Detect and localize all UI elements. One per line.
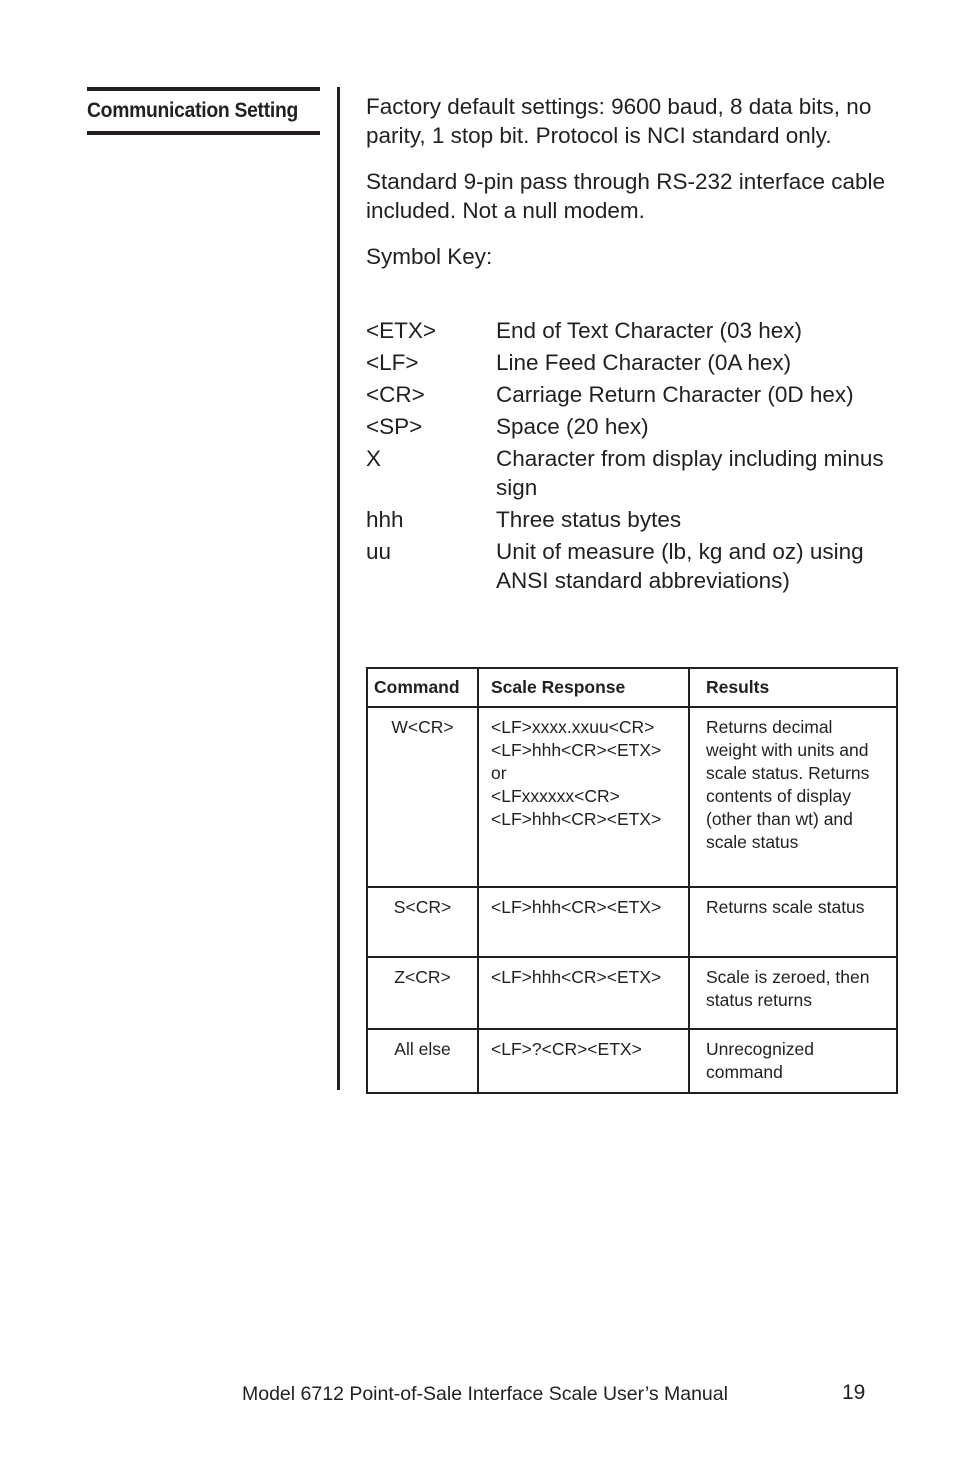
response-line: <LF>hhh<CR><ETX> [491,740,662,760]
symbol-key-row [366,412,906,441]
footer-manual-title: Model 6712 Point-of-Sale Interface Scale User’s Manual [242,1383,728,1405]
symbol: uu [366,539,392,564]
sidebar-bottom-rule [87,131,320,135]
result-cell: Returns scale status [689,887,897,957]
symbol-key-row [366,316,906,345]
response-cell [478,1029,689,1093]
intro-text [366,92,896,288]
response-line: or [491,763,507,783]
section-title: Communication Setting [87,99,299,122]
symbol-key-list [366,316,906,598]
response-line: <LF>hhh<CR><ETX> [491,897,662,917]
vertical-divider [337,87,340,1090]
cable-paragraph: Standard 9-pin pass through RS-232 interface cable included. Not a null modem. [366,169,886,223]
symbol-key-row [366,444,906,502]
header-results: Results [689,668,897,707]
response-line: <LF>xxxx.xxuu<CR> [491,717,655,737]
response-line: <LF>hhh<CR><ETX> [491,967,662,987]
symbol-description: End of Text Character (03 hex) [496,318,802,343]
command-cell: W<CR> [367,707,478,887]
symbol-key-row [366,505,906,534]
symbol-key-heading: Symbol Key: [366,244,493,269]
response-cell [478,957,689,1029]
symbol: <LF> [366,350,419,375]
header-scale-response: Scale Response [478,668,689,707]
symbol: <ETX> [366,318,437,343]
response-cell [478,707,689,887]
table-header-row [367,668,897,707]
result-cell: Unrecognized command [689,1029,897,1093]
symbol-description: Space (20 hex) [496,414,649,439]
response-line: <LF>hhh<CR><ETX> [491,809,662,829]
table-row [367,957,897,1029]
symbol-description: Carriage Return Character (0D hex) [496,382,854,407]
symbol-description: Unit of measure (lb, kg and oz) using ANSI standard abbreviations) [496,539,864,593]
symbol-description: Three status bytes [496,507,682,532]
command-cell: S<CR> [367,887,478,957]
command-cell: All else [367,1029,478,1093]
result-cell: Returns decimal weight with units and scale status. Returns contents of display (other than wt) and scale status [689,707,897,887]
symbol-key-row [366,380,906,409]
table-row [367,1029,897,1093]
symbol: <SP> [366,414,423,439]
factory-defaults-paragraph: Factory default settings: 9600 baud, 8 data bits, no parity, 1 stop bit. Protocol is NCI standard only. [366,94,872,148]
symbol: X [366,446,382,471]
sidebar-top-rule [87,87,320,91]
response-cell [478,887,689,957]
symbol-description: Character from display including minus sign [496,446,884,500]
symbol: hhh [366,507,404,532]
header-command: Command [367,668,478,707]
page-number: 19 [842,1381,866,1404]
response-line: <LFxxxxxx<CR> [491,786,620,806]
symbol: <CR> [366,382,425,407]
response-line: <LF>?<CR><ETX> [491,1039,642,1059]
symbol-key-row [366,348,906,377]
symbol-key-row [366,537,906,595]
command-table [366,667,898,1094]
result-cell: Scale is zeroed, then status returns [689,957,897,1029]
command-cell: Z<CR> [367,957,478,1029]
table-row [367,707,897,887]
table-row [367,887,897,957]
symbol-description: Line Feed Character (0A hex) [496,350,792,375]
